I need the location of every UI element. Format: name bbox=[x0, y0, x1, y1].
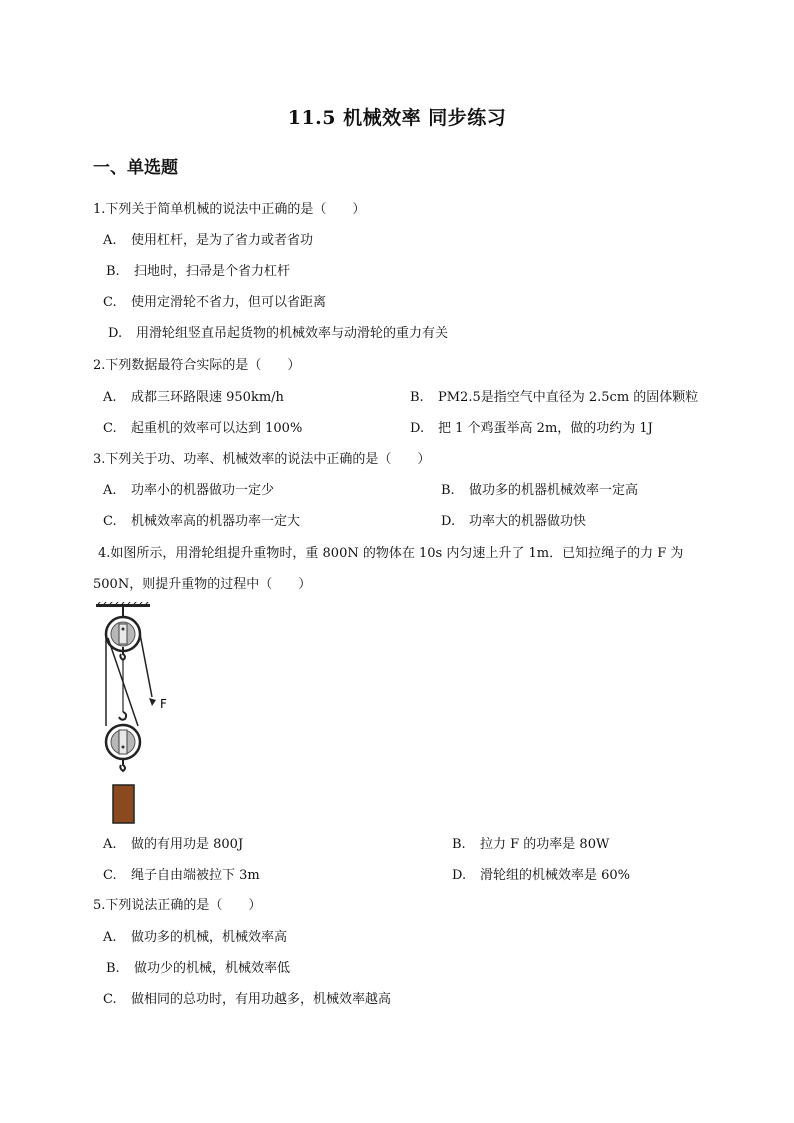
option-text: 成都三环路限速 950km/h bbox=[131, 390, 284, 405]
option-text: 拉力 F 的功率是 80W bbox=[480, 837, 610, 852]
option-text: PM2.5是指空气中直径为 2.5cm 的固体颗粒 bbox=[438, 390, 699, 405]
q2-option-d bbox=[410, 421, 653, 437]
q4-option-d bbox=[452, 868, 630, 884]
q5-option-c bbox=[103, 992, 391, 1008]
page-title: 11.5 机械效率 同步练习 bbox=[287, 107, 507, 129]
q3-option-c bbox=[103, 514, 300, 530]
option-letter: C. bbox=[103, 992, 117, 1007]
q1-option-d bbox=[108, 326, 448, 342]
option-text: 做的有用功是 800J bbox=[131, 837, 244, 852]
q2-stem: 2.下列数据最符合实际的是（ ） bbox=[93, 358, 301, 373]
option-letter: B. bbox=[106, 961, 120, 976]
option-letter: B. bbox=[452, 837, 466, 852]
q2-option-a bbox=[103, 390, 284, 406]
option-letter: B. bbox=[410, 390, 424, 405]
option-letter: B. bbox=[441, 483, 455, 498]
option-letter: A. bbox=[103, 837, 117, 852]
q2-option-c bbox=[103, 421, 302, 437]
q4-option-a bbox=[103, 837, 243, 853]
option-text: 使用定滑轮不省力，但可以省距离 bbox=[131, 295, 327, 310]
q3-option-d bbox=[441, 514, 586, 530]
q1-option-c bbox=[103, 295, 326, 311]
q3-option-b bbox=[441, 483, 638, 499]
q1-option-b bbox=[106, 264, 290, 280]
q1-stem: 1.下列关于简单机械的说法中正确的是（ ） bbox=[93, 202, 366, 217]
option-letter: A. bbox=[103, 233, 117, 248]
option-letter: B. bbox=[106, 264, 120, 279]
option-text: 使用杠杆，是为了省力或者省功 bbox=[131, 233, 314, 248]
option-letter: A. bbox=[103, 390, 117, 405]
option-text: 机械效率高的机器功率一定大 bbox=[131, 514, 301, 529]
option-text: 起重机的效率可以达到 100% bbox=[131, 421, 303, 436]
q5-option-b bbox=[106, 961, 290, 977]
option-text: 绳子自由端被拉下 3m bbox=[131, 868, 260, 883]
option-letter: A. bbox=[103, 930, 117, 945]
q3-option-a bbox=[103, 483, 274, 499]
pulley-system-figure bbox=[94, 602, 184, 827]
option-letter: A. bbox=[103, 483, 117, 498]
section-heading: 一、单选题 bbox=[93, 158, 178, 178]
option-text: 用滑轮组竖直吊起货物的机械效率与动滑轮的重力有关 bbox=[136, 326, 449, 341]
option-text: 做功多的机器机械效率一定高 bbox=[469, 483, 639, 498]
option-text: 做功多的机械，机械效率高 bbox=[131, 930, 288, 945]
weight-block bbox=[113, 785, 134, 823]
option-letter: D. bbox=[410, 421, 425, 436]
q3-stem: 3.下列关于功、功率、机械效率的说法中正确的是（ ） bbox=[93, 452, 431, 467]
force-label: F bbox=[160, 697, 167, 711]
q4-option-c bbox=[103, 868, 260, 884]
q5-option-a bbox=[103, 930, 287, 946]
option-letter: D. bbox=[108, 326, 123, 341]
option-letter: D. bbox=[452, 868, 467, 883]
option-text: 扫地时，扫帚是个省力杠杆 bbox=[134, 264, 291, 279]
option-text: 滑轮组的机械效率是 60% bbox=[480, 868, 631, 883]
option-letter: C. bbox=[103, 514, 117, 529]
q5-stem: 5.下列说法正确的是（ ） bbox=[93, 898, 262, 913]
q4-stem-line2: 500N，则提升重物的过程中（ ） bbox=[93, 577, 312, 592]
option-letter: D. bbox=[441, 514, 456, 529]
q4-option-b bbox=[452, 837, 609, 853]
option-text: 功率大的机器做功快 bbox=[469, 514, 587, 529]
q2-option-b bbox=[410, 390, 698, 406]
q1-option-a bbox=[103, 233, 313, 249]
q4-stem-line1: 4.如图所示，用滑轮组提升重物时，重 800N 的物体在 10s 内匀速上升了 1m．已知拉绳子的力 F 为 bbox=[98, 546, 684, 561]
option-letter: C. bbox=[103, 295, 117, 310]
option-letter: C. bbox=[103, 421, 117, 436]
option-text: 功率小的机器做功一定少 bbox=[131, 483, 275, 498]
option-text: 把 1 个鸡蛋举高 2m，做的功约为 1J bbox=[438, 421, 653, 436]
option-text: 做功少的机械，机械效率低 bbox=[134, 961, 291, 976]
option-text: 做相同的总功时，有用功越多，机械效率越高 bbox=[131, 992, 392, 1007]
option-letter: C. bbox=[103, 868, 117, 883]
